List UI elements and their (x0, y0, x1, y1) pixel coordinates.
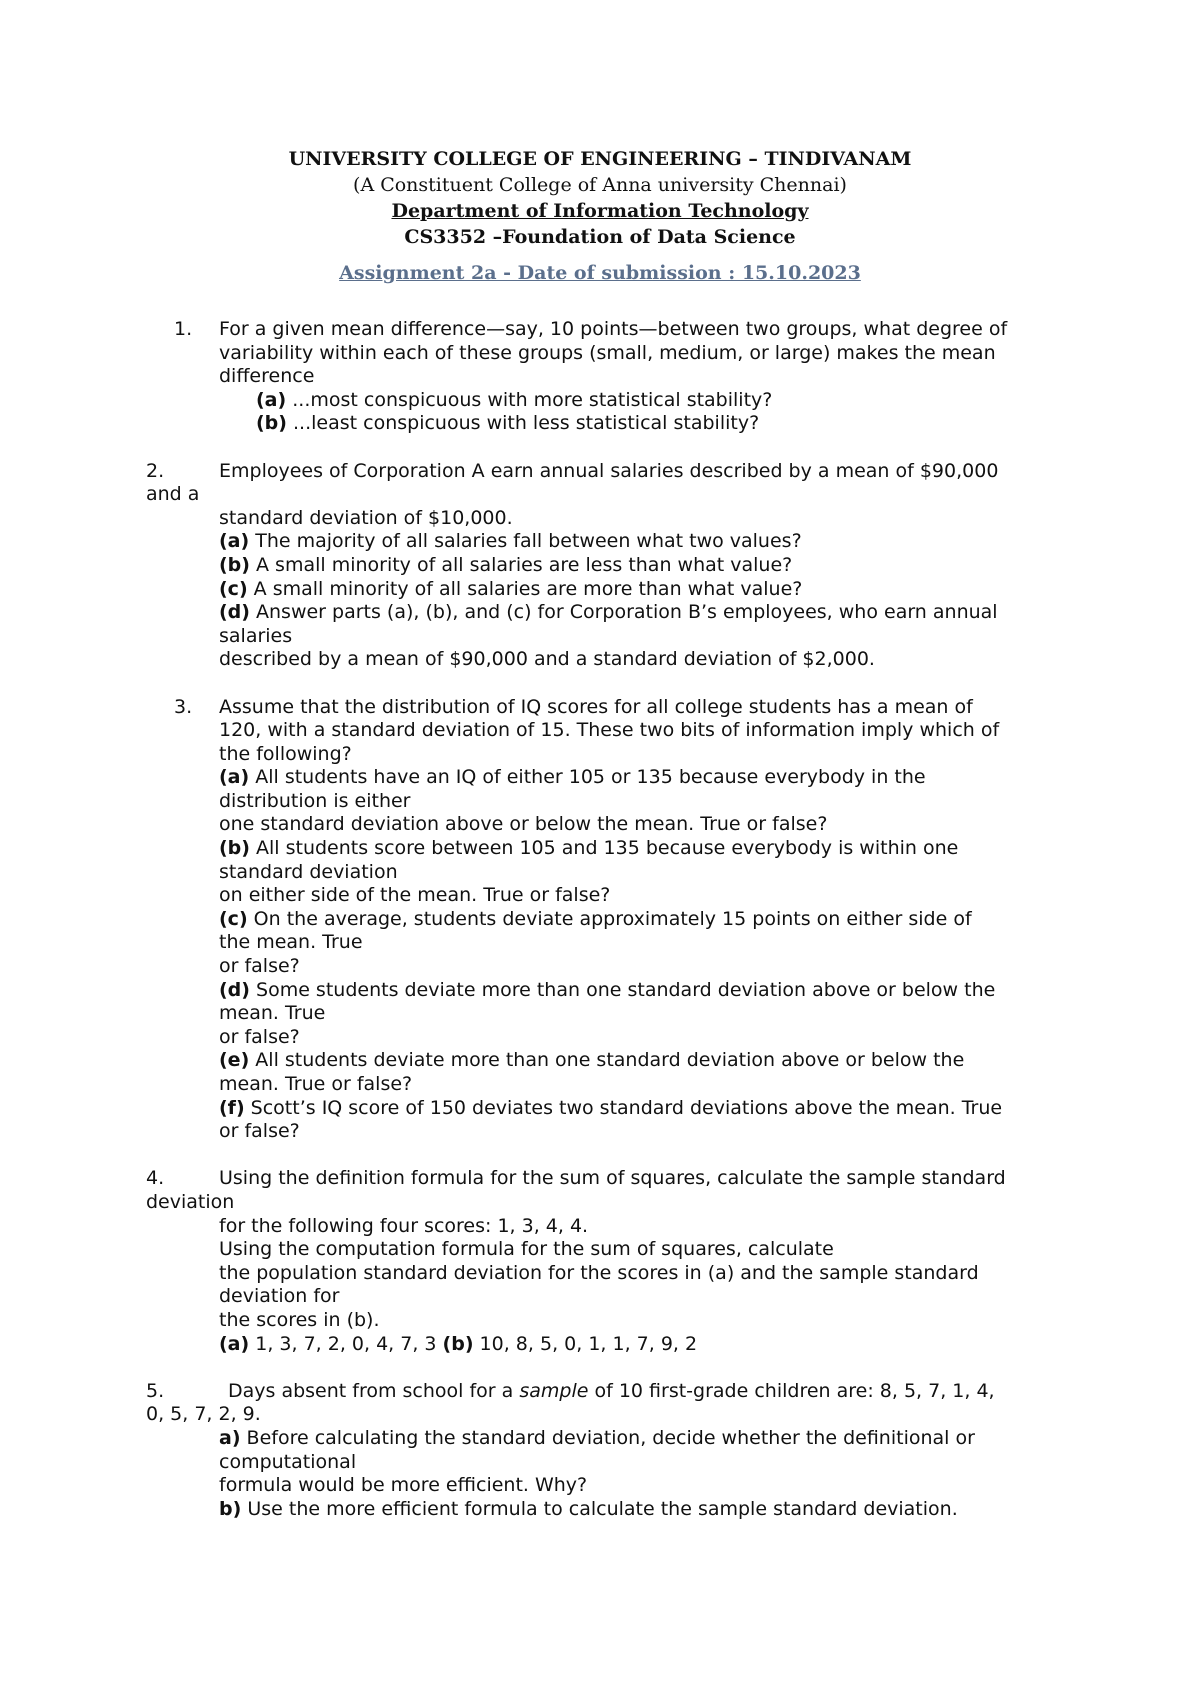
part-text: Use the more efficient formula to calculate the sample standard deviation. (241, 1497, 958, 1520)
part-text: on either side of the mean. True or false? (219, 884, 611, 907)
question-2 (146, 460, 1066, 672)
document-header (0, 146, 1200, 286)
part-text: Answer parts (a), (b), and (c) for Corporation B’s employees, who earn annual (249, 601, 998, 624)
part-text: one standard deviation above or below the mean. True or false? (219, 813, 828, 836)
part-label: (c) (219, 907, 248, 930)
part-text: mean. True or false? (219, 1073, 413, 1095)
part-label: (a) (219, 1332, 250, 1355)
question-4 (146, 1167, 1066, 1356)
part-label: (e) (219, 1049, 250, 1072)
question-text: Using the definition formula for the sum of squares, calculate the sample standard (219, 1167, 1006, 1190)
part-text: Some students deviate more than one standard deviation above or below the (249, 978, 996, 1001)
question-text: and a (146, 483, 200, 506)
question-text: of 10 first-grade children are: 8, 5, 7, 1, 4, (588, 1379, 995, 1402)
question-text: deviation for (219, 1285, 340, 1308)
part-label: (a) (219, 530, 250, 553)
question-list (146, 318, 1066, 1545)
part-text: 10, 8, 5, 0, 1, 1, 7, 9, 2 (473, 1332, 698, 1355)
assignment-title: Assignment 2a - Date of submission : 15.10.2023 (339, 262, 861, 284)
question-text: variability within each of these groups (small, medium, or large) makes the mean (219, 341, 996, 364)
question-text: deviation (146, 1190, 235, 1213)
question-number: 4. (146, 1167, 165, 1190)
question-3 (146, 696, 1066, 1144)
part-text: formula would be more efficient. Why? (219, 1474, 588, 1497)
part-text: The majority of all salaries fall between what two values? (249, 530, 802, 553)
part-text: All students score between 105 and 135 because everybody is within one (249, 837, 959, 860)
part-label: (d) (219, 601, 250, 624)
part-label: (b) (442, 1332, 474, 1355)
part-label: (b) (256, 412, 287, 435)
question-number: 3. (174, 695, 193, 718)
part-text: computational (219, 1450, 357, 1473)
question-text: For a given mean difference—say, 10 points—between two groups, what degree of (219, 318, 1008, 340)
part-text: described by a mean of $90,000 and a standard deviation of $2,000. (219, 648, 875, 671)
part-label: a) (219, 1426, 241, 1449)
question-1 (146, 318, 1066, 436)
question-number: 1. (174, 318, 193, 340)
question-text: the population standard deviation for the scores in (a) and the sample standard (219, 1261, 979, 1284)
question-text: Days absent from school for a (228, 1379, 520, 1402)
part-label: (a) (256, 388, 287, 411)
part-label: (d) (219, 978, 250, 1001)
part-text: ...most conspicuous with more statistical stability? (286, 388, 773, 411)
part-text: or false? (219, 1120, 300, 1143)
question-number: 5. (146, 1379, 165, 1402)
question-text: Employees of Corporation A earn annual salaries described by a mean of $90,000 (219, 459, 999, 482)
part-text: mean. True (219, 1002, 326, 1025)
question-text: the following? (219, 742, 352, 765)
part-text: 1, 3, 7, 2, 0, 4, 7, 3 (249, 1332, 443, 1355)
department-name: Department of Information Technology (391, 200, 809, 222)
part-text: Before calculating the standard deviation, decide whether the definitional or (240, 1426, 975, 1449)
question-number: 2. (146, 459, 165, 482)
part-text: or false? (219, 955, 300, 978)
part-label: (b) (219, 837, 250, 860)
question-text: difference (219, 365, 315, 388)
question-text: the scores in (b). (219, 1308, 380, 1331)
course-title: CS3352 –Foundation of Data Science (404, 226, 796, 248)
part-text: salaries (219, 624, 293, 647)
question-text: Using the computation formula for the sum of squares, calculate (219, 1238, 834, 1261)
part-text: All students deviate more than one standard deviation above or below the (249, 1049, 965, 1072)
part-label: (c) (219, 577, 248, 600)
question-text: 0, 5, 7, 2, 9. (146, 1403, 261, 1426)
question-text: for the following four scores: 1, 3, 4, 4. (219, 1214, 589, 1237)
part-text: A small minority of all salaries are more than what value? (247, 577, 803, 600)
question-text: standard deviation of $10,000. (219, 506, 513, 529)
question-5 (146, 1380, 1066, 1522)
part-text: the mean. True (219, 931, 363, 954)
question-text: 120, with a standard deviation of 15. These two bits of information imply which of (219, 719, 1000, 742)
part-text: A small minority of all salaries are less than what value? (249, 553, 793, 576)
university-name: UNIVERSITY COLLEGE OF ENGINEERING – TINDIVANAM (288, 148, 912, 170)
part-text: standard deviation (219, 860, 398, 883)
part-text: distribution is either (219, 789, 411, 812)
part-label: (a) (219, 766, 250, 789)
part-text: ...least conspicuous with less statistical stability? (286, 412, 760, 435)
part-text: On the average, students deviate approximately 15 points on either side of (247, 907, 972, 930)
constituent-line: (A Constituent College of Anna university Chennai) (353, 174, 847, 196)
part-label: (b) (219, 553, 250, 576)
part-text: or false? (219, 1025, 300, 1048)
part-label: (f) (219, 1096, 245, 1119)
question-text: Assume that the distribution of IQ scores for all college students has a mean of (219, 695, 973, 718)
part-text: All students have an IQ of either 105 or 135 because everybody in the (249, 766, 926, 789)
part-label: b) (219, 1497, 242, 1520)
part-text: Scott’s IQ score of 150 deviates two standard deviations above the mean. True (244, 1096, 1003, 1119)
emphasis-text: sample (519, 1379, 589, 1402)
